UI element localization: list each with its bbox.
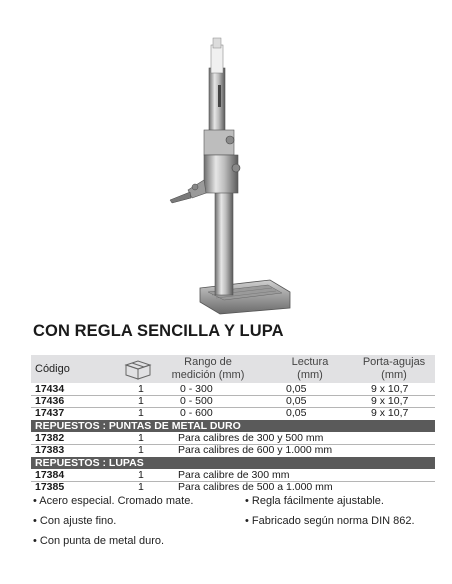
range-label-line1: Rango de <box>184 356 232 368</box>
column-header-code: Código <box>35 363 70 375</box>
feature-item: • Con punta de metal duro. <box>33 535 165 547</box>
features-right <box>245 494 415 534</box>
porta-label-line1: Porta-agujas <box>362 356 426 368</box>
height-gauge-image <box>160 30 300 320</box>
row-reading: 0,05 <box>286 407 307 419</box>
row-qty: 1 <box>138 395 144 407</box>
porta-label-line2: (mm) <box>381 369 407 381</box>
row-qty: 1 <box>138 383 144 395</box>
feature-item: • Fabricado según norma DIN 862. <box>245 515 415 527</box>
reading-label-line2: (mm) <box>297 369 323 381</box>
table-row <box>31 384 435 395</box>
row-reading: 0,05 <box>286 383 307 395</box>
section-title: REPUESTOS : PUNTAS DE METAL DURO <box>35 420 241 432</box>
row-code: 17436 <box>35 395 65 407</box>
row-qty: 1 <box>138 407 144 419</box>
row-code: 17434 <box>35 383 65 395</box>
row-qty: 1 <box>138 481 144 493</box>
row-range: 0 - 500 <box>180 395 213 407</box>
features-left <box>33 494 193 554</box>
section-header-spare-lenses <box>31 457 435 469</box>
table-row <box>31 396 435 407</box>
row-porta: 9 x 10,7 <box>371 407 409 419</box>
row-porta: 9 x 10,7 <box>371 395 409 407</box>
row-description: Para calibre de 300 mm <box>178 469 290 481</box>
table-row <box>31 482 435 493</box>
row-qty: 1 <box>138 469 144 481</box>
range-label-line2: medición (mm) <box>171 369 245 381</box>
page-title: CON REGLA SENCILLA Y LUPA <box>33 322 284 340</box>
row-code: 17437 <box>35 407 65 419</box>
table-row <box>31 433 435 444</box>
table-row <box>31 470 435 481</box>
table-header <box>31 355 435 383</box>
row-reading: 0,05 <box>286 395 307 407</box>
box-icon <box>123 358 153 380</box>
feature-item: • Con ajuste fino. <box>33 515 117 527</box>
row-description: Para calibres de 300 y 500 mm <box>178 432 324 444</box>
row-code: 17385 <box>35 481 65 493</box>
row-description: Para calibres de 500 a 1.000 mm <box>178 481 333 493</box>
row-qty: 1 <box>138 444 144 456</box>
table-row <box>31 445 435 456</box>
row-range: 0 - 600 <box>180 407 213 419</box>
reading-label-line1: Lectura <box>291 356 329 368</box>
feature-item: • Acero especial. Cromado mate. <box>33 495 194 507</box>
column-header-porta <box>353 356 435 382</box>
section-title: REPUESTOS : LUPAS <box>35 457 144 469</box>
row-code: 17383 <box>35 444 65 456</box>
section-header-spare-tips <box>31 420 435 432</box>
row-description: Para calibres de 600 y 1.000 mm <box>178 444 333 456</box>
row-code: 17382 <box>35 432 65 444</box>
feature-item: • Regla fácilmente ajustable. <box>245 495 384 507</box>
row-code: 17384 <box>35 469 65 481</box>
column-header-range <box>153 356 263 382</box>
row-qty: 1 <box>138 432 144 444</box>
column-header-reading <box>263 356 357 382</box>
table-row <box>31 408 435 419</box>
row-porta: 9 x 10,7 <box>371 383 409 395</box>
row-range: 0 - 300 <box>180 383 213 395</box>
